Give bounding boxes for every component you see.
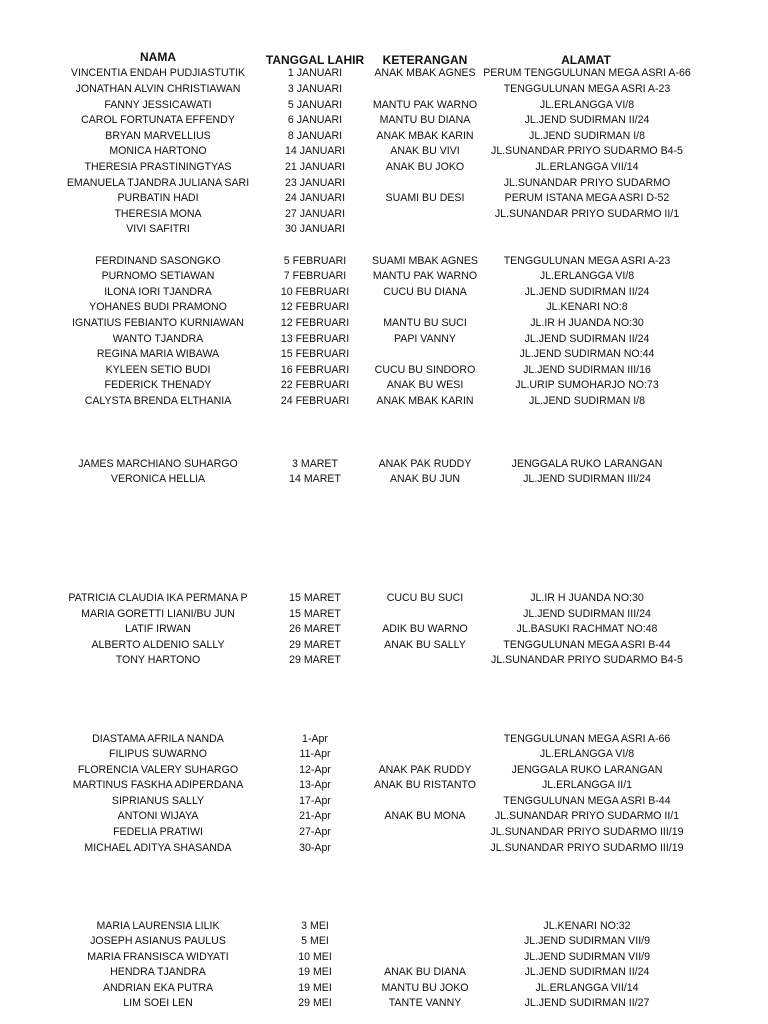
table-row [0, 363, 768, 379]
table-row [0, 269, 768, 285]
table-row [0, 457, 768, 473]
cell-alamat: JL.JEND SUDIRMAN II/24 [524, 114, 650, 126]
cell-alamat: JL.JEND SUDIRMAN I/8 [529, 130, 645, 142]
table-row [0, 653, 768, 669]
cell-alamat: JL.ERLANGGA VI/8 [539, 748, 635, 760]
cell-nama: PURBATIN HADI [117, 192, 199, 204]
cell-alamat [482, 222, 692, 238]
cell-tanggal-lahir: 10 FEBRUARI [280, 286, 350, 298]
table-row [0, 285, 768, 301]
cell-keterangan: ANAK MBAK KARIN [376, 130, 474, 142]
table-row [0, 222, 768, 238]
header-tanggal-lahir: TANGGAL LAHIR [265, 53, 365, 67]
table-row [0, 763, 768, 779]
table-row [0, 191, 768, 207]
cell-alamat: TENGGULUNAN MEGA ASRI A-66 [503, 733, 671, 745]
cell-tanggal-lahir: 15 MARET [289, 592, 341, 604]
cell-tanggal-lahir: 3 MEI [301, 920, 329, 932]
cell-alamat: JL.SUNANDAR PRIYO SUDARMO III/19 [490, 826, 684, 838]
cell-keterangan: CUCU BU DIANA [383, 286, 467, 298]
cell-keterangan [366, 653, 484, 669]
cell-alamat: JL.JEND SUDIRMAN II/24 [524, 286, 650, 298]
cell-nama: VIVI SAFITRI [126, 223, 190, 235]
cell-keterangan [366, 825, 484, 841]
cell-keterangan: ANAK BU WESI [386, 379, 464, 391]
table-row [0, 919, 768, 935]
cell-tanggal-lahir: 16 FEBRUARI [280, 364, 350, 376]
cell-keterangan: ANAK BU SALLY [384, 639, 466, 651]
cell-nama: JONATHAN ALVIN CHRISTIAWAN [75, 83, 241, 95]
cell-keterangan: CUCU BU SINDORO [374, 364, 476, 376]
cell-alamat: TENGGULUNAN MEGA ASRI B-44 [503, 639, 671, 651]
cell-nama: THERESIA MONA [114, 208, 202, 220]
cell-keterangan: TANTE VANNY [388, 997, 462, 1009]
cell-nama: MARIA LAURENSIA LILIK [96, 920, 220, 932]
table-row [0, 825, 768, 841]
cell-tanggal-lahir: 12 FEBRUARI [280, 301, 350, 313]
table-row [0, 347, 768, 363]
cell-alamat: JL.SUNANDAR PRIYO SUDARMO [503, 177, 671, 189]
header-alamat: ALAMAT [561, 53, 611, 67]
table-row [0, 794, 768, 810]
cell-keterangan: ANAK BU DIANA [384, 966, 466, 978]
cell-nama: ANTONI WIJAYA [117, 810, 199, 822]
cell-nama: ALBERTO ALDENIO SALLY [91, 639, 225, 651]
cell-nama: JOSEPH ASIANUS PAULUS [90, 935, 226, 947]
cell-alamat: JL.KENARI NO:8 [546, 301, 628, 313]
cell-keterangan [366, 794, 484, 810]
cell-nama: MARIA GORETTI LIANI/BU JUN [81, 608, 235, 620]
cell-alamat: JL.ERLANGGA VII/14 [535, 161, 639, 173]
cell-tanggal-lahir: 7 FEBRUARI [283, 270, 347, 282]
cell-tanggal-lahir: 19 MEI [298, 982, 332, 994]
cell-tanggal-lahir: 29 MEI [298, 997, 332, 1009]
cell-nama: WANTO TJANDRA [112, 333, 204, 345]
cell-nama: MONICA HARTONO [109, 145, 207, 157]
cell-keterangan: CUCU BU SUCI [386, 592, 464, 604]
cell-keterangan: ANAK BU MONA [384, 810, 466, 822]
cell-alamat: JL.JEND SUDIRMAN III/24 [523, 608, 651, 620]
cell-keterangan: SUAMI MBAK AGNES [372, 255, 478, 267]
cell-alamat: JL.JEND SUDIRMAN VII/9 [524, 951, 650, 963]
table-row [0, 82, 768, 98]
cell-alamat: JL.JEND SUDIRMAN NO:44 [519, 348, 655, 360]
cell-alamat: JL.JEND SUDIRMAN VII/9 [524, 935, 650, 947]
cell-nama: PURNOMO SETIAWAN [101, 270, 215, 282]
cell-alamat: JENGGALA RUKO LARANGAN [511, 764, 663, 776]
table-row [0, 981, 768, 997]
cell-alamat: JL.SUNANDAR PRIYO SUDARMO B4-5 [491, 654, 683, 666]
cell-keterangan [366, 732, 484, 748]
cell-alamat: JL.JEND SUDIRMAN II/24 [524, 333, 650, 345]
cell-nama: DIASTAMA AFRILA NANDA [92, 733, 224, 745]
cell-tanggal-lahir: 12 FEBRUARI [280, 317, 350, 329]
cell-keterangan [366, 841, 484, 857]
cell-keterangan [366, 607, 484, 623]
cell-tanggal-lahir: 3 JANUARI [287, 83, 343, 95]
table-row [0, 129, 768, 145]
cell-keterangan [366, 176, 484, 192]
table-row [0, 207, 768, 223]
cell-keterangan: ANAK BU VIVI [390, 145, 460, 157]
cell-tanggal-lahir: 10 MEI [298, 951, 332, 963]
cell-keterangan [366, 300, 484, 316]
table-row [0, 378, 768, 394]
cell-keterangan: MANTU BU DIANA [379, 114, 471, 126]
cell-keterangan: ANAK BU JUN [389, 473, 461, 485]
cell-nama: VERONICA HELLIA [110, 473, 206, 485]
cell-alamat: JENGGALA RUKO LARANGAN [511, 458, 663, 470]
cell-alamat: JL.JEND SUDIRMAN III/16 [523, 364, 651, 376]
cell-keterangan [366, 222, 484, 238]
cell-keterangan: ADIK BU WARNO [382, 623, 468, 635]
cell-nama: KYLEEN SETIO BUDI [105, 364, 211, 376]
cell-nama: MARIA FRANSISCA WIDYATI [87, 951, 229, 963]
cell-alamat: JL.ERLANGGA VII/14 [535, 982, 639, 994]
cell-tanggal-lahir: 21-Apr [299, 810, 331, 822]
cell-nama: TONY HARTONO [115, 654, 201, 666]
table-row [0, 638, 768, 654]
cell-tanggal-lahir: 15 MARET [289, 608, 341, 620]
cell-nama: JAMES MARCHIANO SUHARGO [78, 458, 238, 470]
table-row [0, 160, 768, 176]
table-row [0, 316, 768, 332]
cell-tanggal-lahir: 24 JANUARI [284, 192, 346, 204]
cell-alamat: JL.JEND SUDIRMAN I/8 [529, 395, 645, 407]
table-row [0, 300, 768, 316]
cell-nama: EMANUELA TJANDRA JULIANA SARI [66, 177, 250, 189]
cell-tanggal-lahir: 22 FEBRUARI [280, 379, 350, 391]
cell-nama: PATRICIA CLAUDIA IKA PERMANA P [68, 592, 248, 604]
table-row [0, 144, 768, 160]
cell-tanggal-lahir: 23 JANUARI [284, 177, 346, 189]
table-row [0, 950, 768, 966]
cell-alamat: JL.JEND SUDIRMAN III/24 [523, 473, 651, 485]
cell-alamat: JL.URIP SUMOHARJO NO:73 [515, 379, 659, 391]
cell-keterangan: MANTU PAK WARNO [372, 270, 478, 282]
cell-keterangan [366, 950, 484, 966]
table-row [0, 747, 768, 763]
table-row [0, 934, 768, 950]
cell-nama: LATIF IRWAN [125, 623, 191, 635]
table-row [0, 732, 768, 748]
cell-nama: SIPRIANUS SALLY [111, 795, 205, 807]
cell-nama: MARTINUS FASKHA ADIPERDANA [72, 779, 244, 791]
cell-alamat: JL.SUNANDAR PRIYO SUDARMO B4-5 [491, 145, 683, 157]
cell-alamat: JL.KENARI NO:32 [543, 920, 631, 932]
cell-tanggal-lahir: 1 JANUARI [287, 67, 343, 79]
cell-nama: REGINA MARIA WIBAWA [96, 348, 220, 360]
cell-alamat: JL.IR H JUANDA NO:30 [530, 592, 644, 604]
cell-tanggal-lahir: 5 MEI [301, 935, 329, 947]
cell-nama: MICHAEL ADITYA SHASANDA [84, 842, 232, 854]
cell-alamat: JL.BASUKI RACHMAT NO:48 [516, 623, 658, 635]
table-row [0, 113, 768, 129]
cell-alamat: TENGGULUNAN MEGA ASRI B-44 [503, 795, 671, 807]
table-row [0, 472, 768, 488]
cell-tanggal-lahir: 15 FEBRUARI [280, 348, 350, 360]
cell-keterangan: ANAK MBAK KARIN [376, 395, 474, 407]
cell-tanggal-lahir: 5 FEBRUARI [283, 255, 347, 267]
cell-tanggal-lahir: 3 MARET [292, 458, 338, 470]
table-row [0, 254, 768, 270]
cell-tanggal-lahir: 6 JANUARI [287, 114, 343, 126]
cell-tanggal-lahir: 29 MARET [289, 639, 341, 651]
cell-tanggal-lahir: 13 FEBRUARI [280, 333, 350, 345]
cell-keterangan [366, 934, 484, 950]
cell-keterangan [366, 919, 484, 935]
cell-keterangan: PAPI VANNY [393, 333, 456, 345]
cell-alamat: JL.ERLANGGA VI/8 [539, 270, 635, 282]
cell-nama: IGNATIUS FEBIANTO KURNIAWAN [72, 317, 244, 329]
cell-tanggal-lahir: 11-Apr [299, 748, 331, 760]
table-row [0, 996, 768, 1012]
cell-tanggal-lahir: 5 JANUARI [287, 99, 343, 111]
cell-tanggal-lahir: 14 MARET [289, 473, 341, 485]
table-row [0, 332, 768, 348]
cell-tanggal-lahir: 30 JANUARI [284, 223, 346, 235]
cell-keterangan: ANAK PAK RUDDY [378, 458, 472, 470]
cell-keterangan [366, 347, 484, 363]
cell-tanggal-lahir: 19 MEI [298, 966, 332, 978]
cell-nama: FLORENCIA VALERY SUHARGO [77, 764, 239, 776]
cell-tanggal-lahir: 30-Apr [299, 842, 331, 854]
cell-alamat: PERUM TENGGULUNAN MEGA ASRI A-66 [483, 67, 691, 79]
cell-tanggal-lahir: 12-Apr [299, 764, 331, 776]
table-row [0, 394, 768, 410]
cell-nama: HENDRA TJANDRA [110, 966, 206, 978]
cell-nama: THERESIA PRASTININGTYAS [84, 161, 232, 173]
table-row [0, 66, 768, 82]
cell-tanggal-lahir: 8 JANUARI [287, 130, 343, 142]
table-row [0, 622, 768, 638]
cell-keterangan: ANAK BU RISTANTO [373, 779, 477, 791]
cell-tanggal-lahir: 27-Apr [299, 826, 331, 838]
cell-tanggal-lahir: 13-Apr [299, 779, 331, 791]
cell-alamat: JL.SUNANDAR PRIYO SUDARMO III/19 [490, 842, 684, 854]
cell-nama: FILIPUS SUWARNO [109, 748, 207, 760]
cell-nama: ANDRIAN EKA PUTRA [102, 982, 214, 994]
cell-keterangan: MANTU PAK WARNO [372, 99, 478, 111]
cell-tanggal-lahir: 14 JANUARI [284, 145, 346, 157]
table-row [0, 965, 768, 981]
cell-alamat: JL.SUNANDAR PRIYO SUDARMO II/1 [494, 208, 680, 220]
cell-nama: FEDELIA PRATIWI [113, 826, 203, 838]
cell-keterangan: ANAK PAK RUDDY [378, 764, 472, 776]
cell-alamat: JL.ERLANGGA VI/8 [539, 99, 635, 111]
cell-nama: FERDINAND SASONGKO [95, 255, 221, 267]
cell-alamat: JL.ERLANGGA II/1 [541, 779, 633, 791]
cell-nama: CALYSTA BRENDA ELTHANIA [84, 395, 232, 407]
cell-keterangan: ANAK MBAK AGNES [374, 67, 476, 79]
cell-alamat: TENGGULUNAN MEGA ASRI A-23 [503, 83, 671, 95]
cell-nama: FANNY JESSICAWATI [104, 99, 212, 111]
cell-tanggal-lahir: 26 MARET [289, 623, 341, 635]
cell-alamat: JL.JEND SUDIRMAN II/27 [524, 997, 650, 1009]
table-row [0, 778, 768, 794]
cell-tanggal-lahir: 27 JANUARI [284, 208, 346, 220]
cell-alamat: TENGGULUNAN MEGA ASRI A-23 [503, 255, 671, 267]
header-keterangan: KETERANGAN [382, 53, 468, 67]
cell-keterangan: SUAMI BU DESI [385, 192, 465, 204]
cell-keterangan [366, 82, 484, 98]
table-row [0, 176, 768, 192]
cell-alamat: JL.IR H JUANDA NO:30 [530, 317, 644, 329]
cell-nama: FEDERICK THENADY [104, 379, 212, 391]
cell-tanggal-lahir: 24 FEBRUARI [280, 395, 350, 407]
table-row [0, 607, 768, 623]
cell-alamat: PERUM ISTANA MEGA ASRI D-52 [504, 192, 670, 204]
cell-tanggal-lahir: 17-Apr [299, 795, 331, 807]
cell-tanggal-lahir: 21 JANUARI [284, 161, 346, 173]
cell-tanggal-lahir: 29 MARET [289, 654, 341, 666]
cell-nama: ILONA IORI TJANDRA [104, 286, 212, 298]
cell-keterangan [366, 747, 484, 763]
cell-tanggal-lahir: 1-Apr [302, 733, 328, 745]
cell-keterangan [366, 207, 484, 223]
table-row [0, 809, 768, 825]
table-row [0, 841, 768, 857]
header-nama: NAMA [140, 50, 176, 64]
cell-keterangan: MANTU BU SUCI [383, 317, 467, 329]
table-row [0, 591, 768, 607]
table-row [0, 98, 768, 114]
cell-nama: CAROL FORTUNATA EFFENDY [81, 114, 235, 126]
cell-keterangan: ANAK BU JOKO [385, 161, 465, 173]
cell-alamat: JL.SUNANDAR PRIYO SUDARMO II/1 [494, 810, 680, 822]
cell-nama: VINCENTIA ENDAH PUDJIASTUTIK [70, 67, 246, 79]
cell-nama: LIM SOEI LEN [123, 997, 193, 1009]
cell-nama: BRYAN MARVELLIUS [105, 130, 211, 142]
cell-nama: YOHANES BUDI PRAMONO [89, 301, 227, 313]
cell-keterangan: MANTU BU JOKO [381, 982, 469, 994]
cell-alamat: JL.JEND SUDIRMAN II/24 [524, 966, 650, 978]
